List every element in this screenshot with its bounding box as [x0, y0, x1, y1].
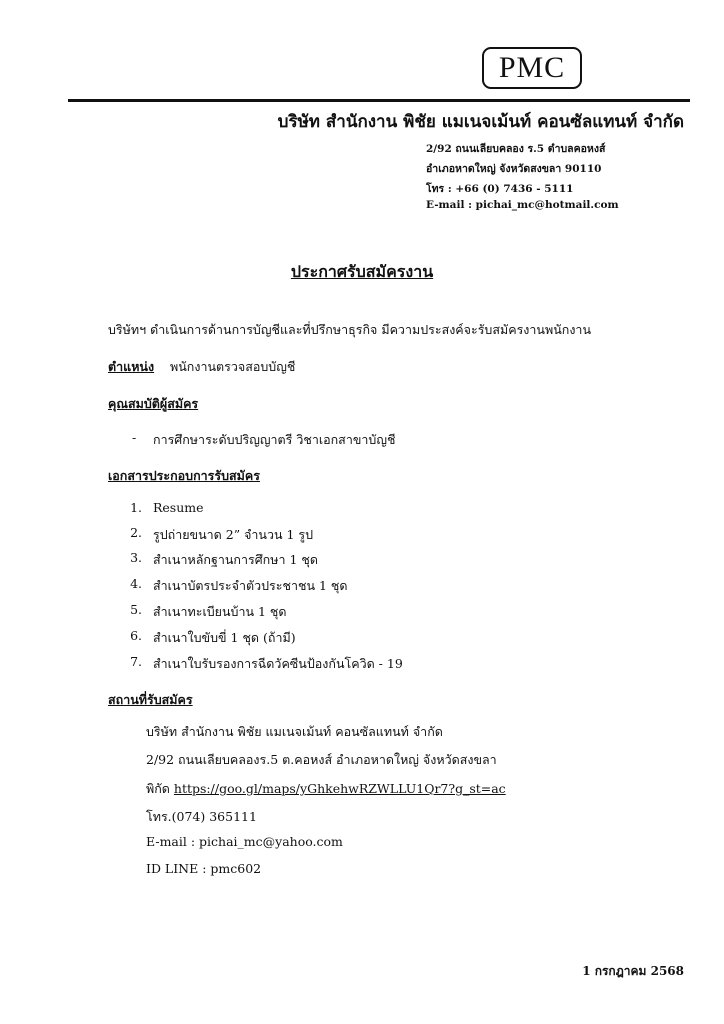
doc-item-number: 1. [130, 500, 142, 515]
location-line-id: ID LINE : pmc602 [146, 861, 262, 876]
doc-item-text: สำเนาทะเบียนบ้าน 1 ชุด [153, 604, 287, 619]
location-heading: สถานที่รับสมัคร [108, 692, 193, 707]
position-value: พนักงานตรวจสอบบัญชี [170, 359, 296, 374]
location-phone: โทร.(074) 365111 [146, 809, 257, 824]
announcement-title: ประกาศรับสมัครงาน [290, 262, 434, 281]
doc-item-number: 6. [130, 628, 142, 643]
location-company: บริษัท สำนักงาน พิชัย แมเนจเม้นท์ คอนซัลแทนท์ จำกัด [146, 724, 443, 739]
doc-item-number: 7. [130, 654, 142, 669]
address-line-phone: โทร : +66 (0) 7436 - 5111 [426, 183, 574, 195]
doc-item-text: สำเนาใบรับรองการฉีดวัคซีนป้องกันโควิด - 19 [153, 656, 403, 671]
map-link[interactable]: https://goo.gl/maps/yGhkehwRZWLLU1Qr7?g_st=ac [173, 781, 506, 796]
doc-item-text: Resume [153, 500, 204, 515]
map-label: พิกัด [146, 781, 170, 796]
company-name: บริษัท สำนักงาน พิชัย แมเนจเม้นท์ คอนซัลแทนท์ จำกัด [277, 112, 684, 132]
doc-item-text: สำเนาบัตรประจำตัวประชาชน 1 ชุด [153, 578, 348, 593]
qualification-bullet: - [132, 430, 137, 445]
doc-item-number: 5. [130, 602, 142, 617]
location-address: 2/92 ถนนเลียบคลองร.5 ต.คอหงส์ อำเภอหาดใหญ่ จังหวัดสงขลา [146, 752, 497, 767]
doc-item-number: 3. [130, 550, 142, 565]
announcement-date: 1 กรกฎาคม 2568 [582, 964, 684, 978]
doc-item-text: สำเนาหลักฐานการศึกษา 1 ชุด [153, 552, 318, 567]
address-line-email: E-mail : pichai_mc@hotmail.com [426, 199, 619, 211]
position-label: ตำแหน่ง [108, 359, 155, 374]
doc-item-text: สำเนาใบขับขี่ 1 ชุด (ถ้ามี) [153, 630, 296, 645]
intro-text: บริษัทฯ ดำเนินการด้านการบัญชีและที่ปรึกษาธุรกิจ มีความประสงค์จะรับสมัครงานพนักงาน [108, 322, 591, 337]
location-map-row [146, 779, 506, 799]
address-line-1: 2/92 ถนนเลียบคลอง ร.5 ตำบลคอหงส์ [426, 143, 606, 155]
doc-item-text: รูปถ่ายขนาด 2” จำนวน 1 รูป [153, 527, 314, 542]
documents-heading: เอกสารประกอบการรับสมัคร [108, 468, 260, 483]
pmc-logo: PMC [482, 47, 582, 89]
doc-item-number: 4. [130, 576, 142, 591]
location-email: E-mail : pichai_mc@yahoo.com [146, 834, 343, 849]
address-line-2: อำเภอหาดใหญ่ จังหวัดสงขลา 90110 [426, 163, 602, 175]
qualifications-heading: คุณสมบัติผู้สมัคร [108, 396, 199, 411]
header-rule [68, 99, 690, 102]
doc-item-number: 2. [130, 525, 142, 540]
qualification-item: การศึกษาระดับปริญญาตรี วิชาเอกสาขาบัญชี [153, 432, 396, 447]
